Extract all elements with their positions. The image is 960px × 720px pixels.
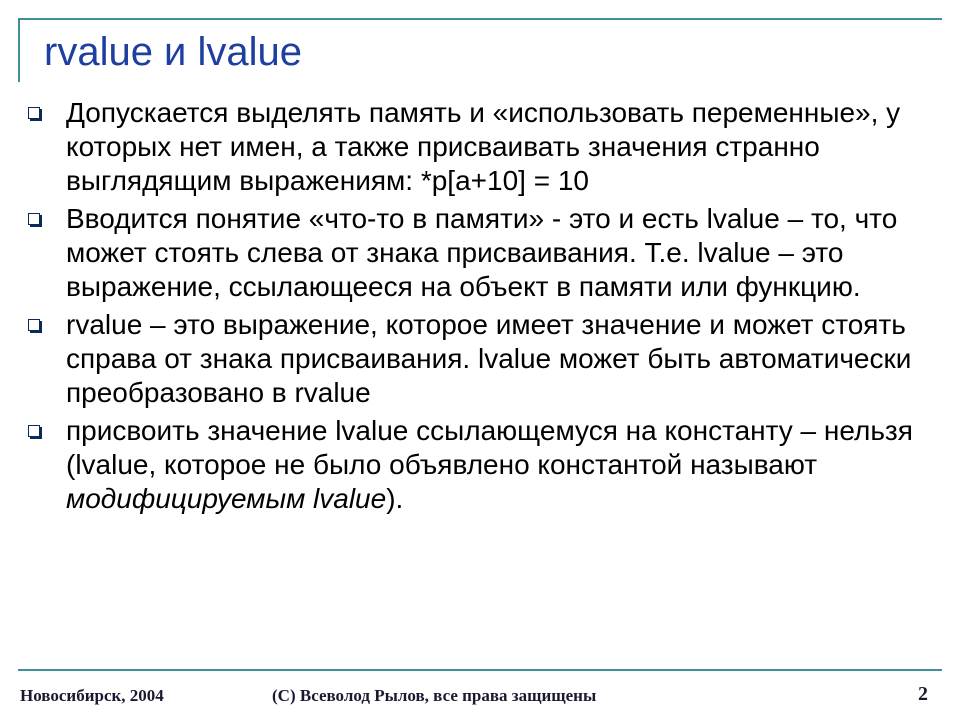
title-top-rule [18,18,942,20]
bullet-list [28,96,928,520]
page-number: 2 [918,683,928,705]
hollow-square-bullet-icon [28,319,40,331]
bullet-item [28,96,928,198]
hollow-square-bullet-icon [28,213,40,225]
bullet-item [28,414,928,516]
hollow-square-bullet-icon [28,425,40,437]
bullet-text-part: ). [386,483,404,514]
bullet-text: Вводится понятие «что-то в памяти» - это и есть lvalue – то, что может стоять слева от знака присваивания. Т.е. lvalue – это выражение, ссылающееся на объект в памяти или функцию. [66,203,898,302]
bullet-text: Допускается выделять память и «использовать переменные», у которых нет имен, а также присваивать значения странно выглядящим выражениям: *p[a+10] = 10 [66,97,901,196]
bullet-text-part: присвоить значение lvalue ссылающемуся на константу – нельзя (lvalue, которое не было объявлено константой называют [66,415,913,480]
bullet-item [28,202,928,304]
hollow-square-bullet-icon [28,107,40,119]
italic-term: модифицируемым lvalue [66,483,387,514]
slide-title: rvalue и lvalue [44,30,303,74]
bullet-text: rvalue – это выражение, которое имеет значение и может стоять справа от знака присваивания. lvalue может быть автоматически преобразовано в rvalue [66,309,912,408]
bullet-item [28,308,928,410]
footer-location: Новосибирск, 2004 [20,686,164,705]
title-left-rule [18,18,20,82]
footer-copyright: (С) Всеволод Рылов, все права защищены [272,686,597,705]
bullet-text [66,415,913,514]
footer-rule [18,669,942,671]
